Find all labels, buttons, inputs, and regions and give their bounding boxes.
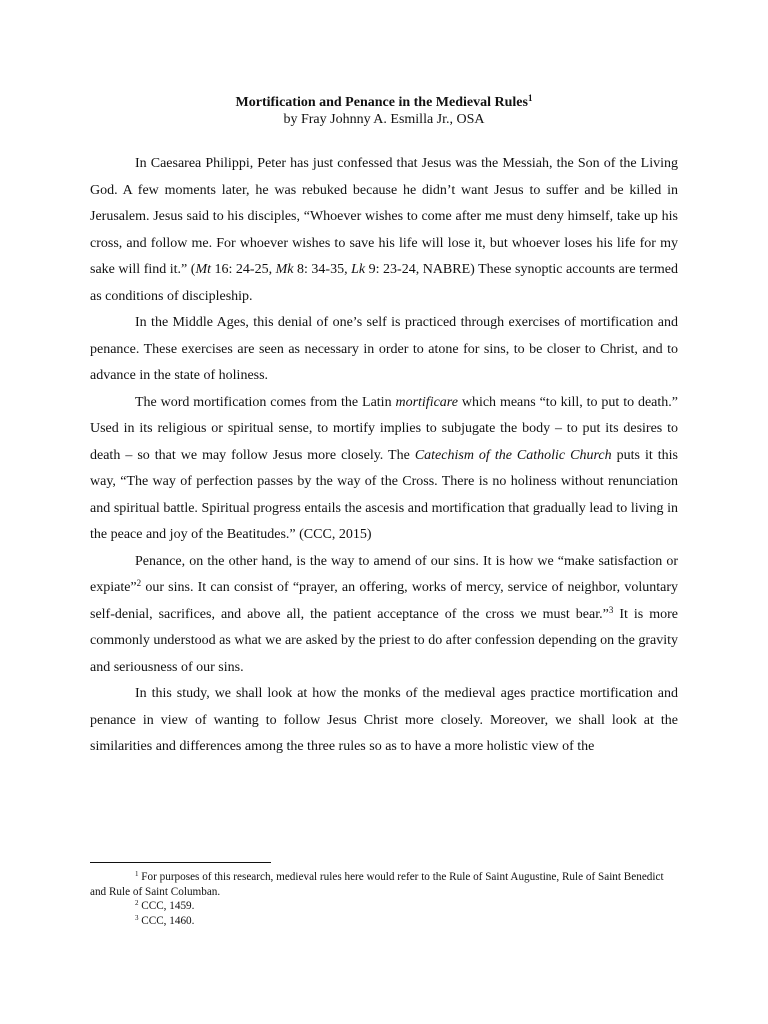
document-body (90, 151, 678, 761)
paragraph-2: In the Middle Ages, this denial of one’s self is practiced through exercises of mortification and penance. These exercises are seen as necessary in order to atone for sins, to be closer to Christ, and to advance in the state of holiness. (90, 315, 678, 383)
paragraph-1-text: 8: 34-35, (293, 262, 352, 277)
footnotes (90, 870, 678, 928)
latin-term: mortificare (395, 394, 458, 410)
title-text: Mortification and Penance in the Medieval Rules (235, 95, 528, 110)
footnote-mark-2: 2 (136, 578, 142, 588)
catechism-title: Catechism of the Catholic Church (414, 447, 612, 463)
paragraph-4-text: Penance, on the other hand, is the way to amend of our sins. It is how we “make satisfaction or expiate” (90, 553, 678, 595)
ref-matthew: Mt (195, 262, 211, 277)
footnote-mark-3: 3 (608, 604, 614, 615)
author-byline: by Fray Johnny A. Esmilla Jr., OSA (283, 112, 485, 127)
paragraph-3-text: which means “to kill, to put to death.” Used in its religious or spiritual sense, to mortify implies to subjugate the body – to put its desires to death – so that we may follow Jesus more closely. The (90, 394, 678, 463)
paragraph-3-text: puts it this way, “The way of perfection passes by the way of the Cross. There is no holiness without renunciation and spiritual battle. Spiritual progress entails the ascesis and mortification that gradually lead to living in the peace and joy of the Beatitudes.” (CCC, 2015) (90, 447, 678, 542)
paragraph-4-text: It is more commonly understood as what we are asked by the priest to do after confession depending on the gravity and seriousness of our sins. (90, 606, 679, 675)
title-footnote-mark: 1 (527, 93, 533, 103)
ref-luke: Lk (351, 262, 366, 277)
footnote-2 (90, 899, 678, 914)
paragraph-5: In this study, we shall look at how the monks of the medieval ages practice mortification and penance in view of wanting to follow Jesus Christ more closely. Moreover, we shall look at the similarities and differences among the three rules so as to have a more holistic view of the (90, 686, 678, 754)
paragraph-1 (90, 151, 678, 310)
footnote-text: CCC, 1460. (138, 914, 195, 927)
footnote-1 (90, 870, 678, 899)
paragraph-4 (90, 549, 678, 682)
footnote-text: For purposes of this research, medieval rules here would refer to the Rule of Saint Augustine, Rule of Saint Benedict and Rule of Saint Columban. (90, 871, 664, 898)
paragraph-3-text: The word mortification comes from the Latin (135, 394, 396, 410)
footnote-number: 2 (135, 899, 139, 907)
paragraph-3 (90, 390, 678, 549)
footnote-separator (90, 862, 271, 863)
paragraph-4-text: our sins. It can consist of “prayer, an offering, works of mercy, service of neighbor, voluntary self-denial, sacrifices, and above all, the patient acceptance of the cross we must bear.” (90, 580, 678, 622)
ref-mark: Mk (275, 262, 294, 277)
paragraph-1-text: 16: 24-25, (211, 262, 276, 277)
paragraph-1-text: 9: 23-24, NABRE) These synoptic accounts are termed as conditions of discipleship. (90, 262, 678, 304)
footnote-3 (90, 914, 678, 929)
paragraph-1-text: In Caesarea Philippi, Peter has just confessed that Jesus was the Messiah, the Son of the Living God. A few moments later, he was rebuked because he didn’t want Jesus to suffer and be killed in Jerusalem. Jesus said to his disciples, “Whoever wishes to come after me must deny himself, take up his cross, and follow me. For whoever wishes to save his life will lose it, but whoever loses his life for my sake will find it.” ( (90, 156, 678, 277)
footnote-number: 3 (135, 913, 139, 922)
footnote-text: CCC, 1459. (138, 900, 195, 912)
footnote-number: 1 (135, 870, 139, 878)
title-block (0, 94, 768, 128)
document-title (0, 94, 768, 111)
